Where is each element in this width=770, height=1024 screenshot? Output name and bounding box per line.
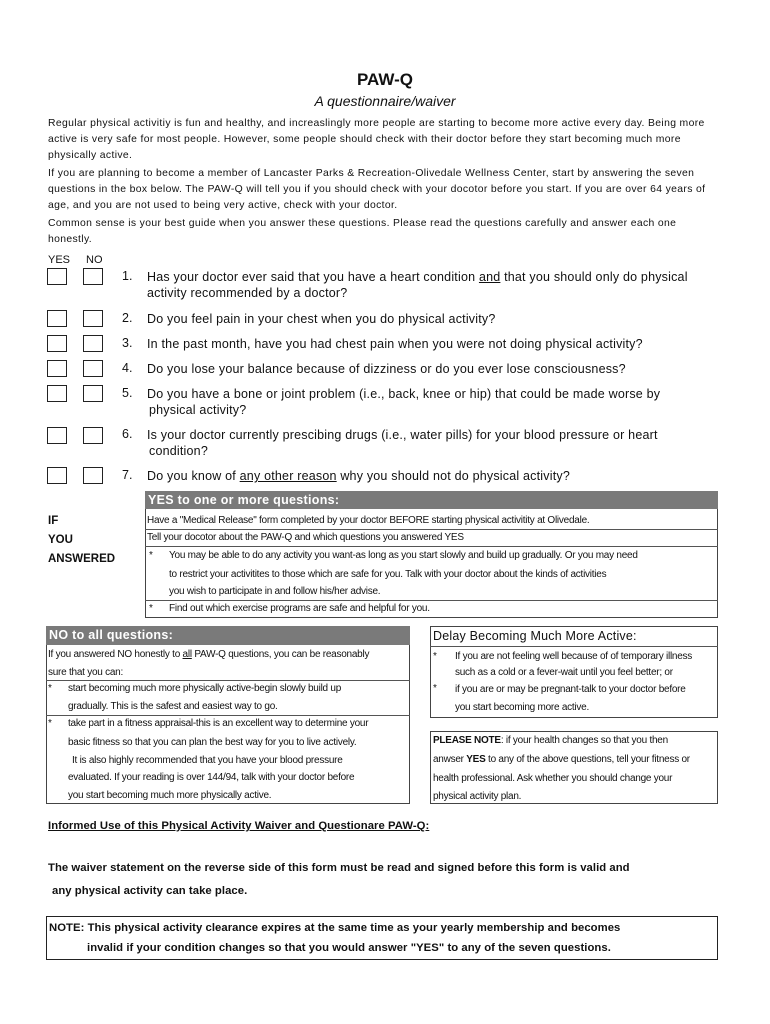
q2-yes-checkbox[interactable] xyxy=(47,310,67,327)
q7-number: 7. xyxy=(122,468,133,482)
delay-section-header: Delay Becoming Much More Active: xyxy=(433,629,637,643)
q6-yes-checkbox[interactable] xyxy=(47,427,67,444)
q2-no-checkbox[interactable] xyxy=(83,310,103,327)
q5-text xyxy=(147,386,717,418)
if-label-line: ANSWERED xyxy=(48,553,116,565)
final-note-line-2: invalid if your condition changes so that you would answer "YES" to any of the seven questions. xyxy=(87,942,611,954)
yes-bullet-1-line-3: you wish to participate in and follow his/her advise. xyxy=(169,586,381,597)
yes-column-header: YES xyxy=(48,254,71,266)
q1-number: 1. xyxy=(122,269,133,283)
yes-line-2: Tell your docotor about the PAW-Q and which questions you answered YES xyxy=(147,532,464,543)
q1-text xyxy=(147,269,717,301)
if-label-line: YOU xyxy=(48,534,73,546)
q3-yes-checkbox[interactable] xyxy=(47,335,67,352)
q5-text-line1: Do you have a bone or joint problem (i.e., back, knee or hip) that could be made worse by xyxy=(147,387,661,401)
please-note-label: PLEASE NOTE xyxy=(433,735,501,746)
delay-bullet-1-line-1: If you are not feeling well because of of temporary illness xyxy=(455,651,693,662)
no-section-header: NO to all questions: xyxy=(46,626,410,645)
waiver-statement-line-2: any physical activity can take place. xyxy=(52,885,248,897)
intro-paragraph-3: Common sense is your best guide when you answer these questions. Please read the questions carefully and answer each one honestly. xyxy=(48,218,677,245)
q7-text-part: why you should not do physical activity? xyxy=(336,469,570,483)
yes-line-1: Have a "Medical Release" form completed by your doctor BEFORE starting physical activitity at Olivedale. xyxy=(147,515,590,526)
page-subtitle: A questionnaire/waiver xyxy=(314,93,456,109)
yes-bullet-1-line-1: You may be able to do any activity you want-as long as you start slowly and build up gradually. Or you may need xyxy=(169,550,638,561)
no-line-1-underlined: all xyxy=(182,649,192,660)
no-line-1-part: PAW-Q questions, you can be reasonably xyxy=(191,649,370,660)
q4-text: Do you lose your balance because of dizziness or do you ever lose consciousness? xyxy=(147,362,626,376)
yes-section-header: YES to one or more questions: xyxy=(145,491,718,509)
please-note-text: to any of the above questions, tell your fitness or xyxy=(485,754,690,765)
q7-no-checkbox[interactable] xyxy=(83,467,103,484)
q7-yes-checkbox[interactable] xyxy=(47,467,67,484)
no-bullet-1-line-2: gradually. This is the safest and easiest way to go. xyxy=(68,701,278,712)
q1-text-part: Has your doctor ever said that you have a heart condition xyxy=(147,270,479,284)
q1-underlined: and xyxy=(478,270,501,284)
no-bullet-1-line-1: start becoming much more physically active-begin slowly build up xyxy=(68,683,342,694)
if-label-line: IF xyxy=(48,515,59,527)
q3-no-checkbox[interactable] xyxy=(83,335,103,352)
q7-underlined: any other reason xyxy=(239,469,337,483)
delay-bullet-2: * xyxy=(433,683,437,694)
q6-no-checkbox[interactable] xyxy=(83,427,103,444)
q4-no-checkbox[interactable] xyxy=(83,360,103,377)
q4-yes-checkbox[interactable] xyxy=(47,360,67,377)
delay-bullet-2-line-1: if you are or may be pregnant-talk to your doctor before xyxy=(455,684,686,695)
please-note-yes: YES xyxy=(466,754,486,765)
q3-text: In the past month, have you had chest pain when you were not doing physical activity? xyxy=(147,337,643,351)
yes-bullet-1-line-2: to restrict your activitites to those which are safe for you. Talk with your doctor about the kinds of activities xyxy=(169,569,607,580)
q1-text-part: that you should only do physical xyxy=(500,270,688,284)
no-line-1 xyxy=(48,646,369,663)
q6-number: 6. xyxy=(122,427,133,441)
q6-text xyxy=(147,427,717,459)
q6-text-line2: condition? xyxy=(149,444,208,458)
no-column-header: NO xyxy=(86,254,103,266)
delay-bullet-2-line-2: you start becoming more active. xyxy=(455,702,589,713)
q7-text xyxy=(147,468,717,484)
q2-text: Do you feel pain in your chest when you do physical activity? xyxy=(147,312,496,326)
q5-no-checkbox[interactable] xyxy=(83,385,103,402)
yes-bullet-1: * xyxy=(149,550,153,561)
q7-text-part: Do you know of xyxy=(147,469,240,483)
q1-yes-checkbox[interactable] xyxy=(47,268,67,285)
q6-text-line1: Is your doctor currently prescibing drugs (i.e., water pills) for your blood pressure or heart xyxy=(147,428,658,442)
no-bullet-2: * xyxy=(48,718,52,729)
page-title: PAW-Q xyxy=(356,70,413,89)
waiver-statement-line-1: The waiver statement on the reverse side of this form must be read and signed before this form is valid and xyxy=(48,862,630,874)
if-you-answered-label xyxy=(48,512,115,569)
please-note-text: anwser xyxy=(433,754,467,765)
please-note-line-1 xyxy=(433,732,668,749)
q1-text-line2: activity recommended by a doctor? xyxy=(147,286,348,300)
no-bullet-2-line-3: It is also highly recommended that you have your blood pressure xyxy=(72,755,343,766)
yes-bullet-2-text: Find out which exercise programs are safe and helpful for you. xyxy=(169,603,430,614)
intro-paragraph-1: Regular physical activitiy is fun and healthy, and increaslingly more people are starting to become more active every day. Being more active is very safe for most people. However, some people should check with their doctor before they start becoming much more physically active. xyxy=(48,118,705,161)
please-note-line-3: health professional. Ask whether you should change your xyxy=(433,773,673,784)
q2-number: 2. xyxy=(122,311,133,325)
q4-number: 4. xyxy=(122,361,133,375)
delay-bullet-1-line-2: such as a cold or a fever-wait until you feel better; or xyxy=(455,667,673,678)
informed-use-heading: Informed Use of this Physical Activity Waiver and Questionare PAW-Q: xyxy=(48,820,430,832)
delay-bullet-1: * xyxy=(433,651,437,662)
no-bullet-1: * xyxy=(48,683,52,694)
please-note-line-2 xyxy=(433,751,690,768)
no-line-2: sure that you can: xyxy=(48,667,123,678)
intro-paragraph-2: If you are planning to become a member of Lancaster Parks & Recreation-Olivedale Wellness Center, start by answering the seven questions in the box below. The PAW-Q will tell you if you should check with your docotor before you start. If you are over 64 years of age, and you are not used to being very active, check with your doctor. xyxy=(48,168,706,211)
q5-text-line2: physical activity? xyxy=(149,403,247,417)
please-note-text: : if your health changes so that you then xyxy=(500,735,668,746)
delay-divider xyxy=(430,646,718,647)
q5-number: 5. xyxy=(122,386,133,400)
q5-yes-checkbox[interactable] xyxy=(47,385,67,402)
q1-no-checkbox[interactable] xyxy=(83,268,103,285)
no-bullet-2-line-5: you start becoming much more physically active. xyxy=(68,790,272,801)
intro-text xyxy=(48,116,708,250)
q3-number: 3. xyxy=(122,336,133,350)
please-note-line-4: physical activity plan. xyxy=(433,791,522,802)
no-line-1-part: If you answered NO honestly to xyxy=(48,649,183,660)
final-note-line-1: NOTE: This physical activity clearance expires at the same time as your yearly membership and becomes xyxy=(49,922,621,934)
no-bullet-2-line-2: basic fitness so that you can plan the best way for you to live actively. xyxy=(68,737,357,748)
no-bullet-2-line-1: take part in a fitness appraisal-this is an excellent way to determine your xyxy=(68,718,369,729)
yes-bullet-2: * xyxy=(149,603,153,614)
no-bullet-2-line-4: evaluated. If your reading is over 144/94, talk with your doctor before xyxy=(68,772,355,783)
